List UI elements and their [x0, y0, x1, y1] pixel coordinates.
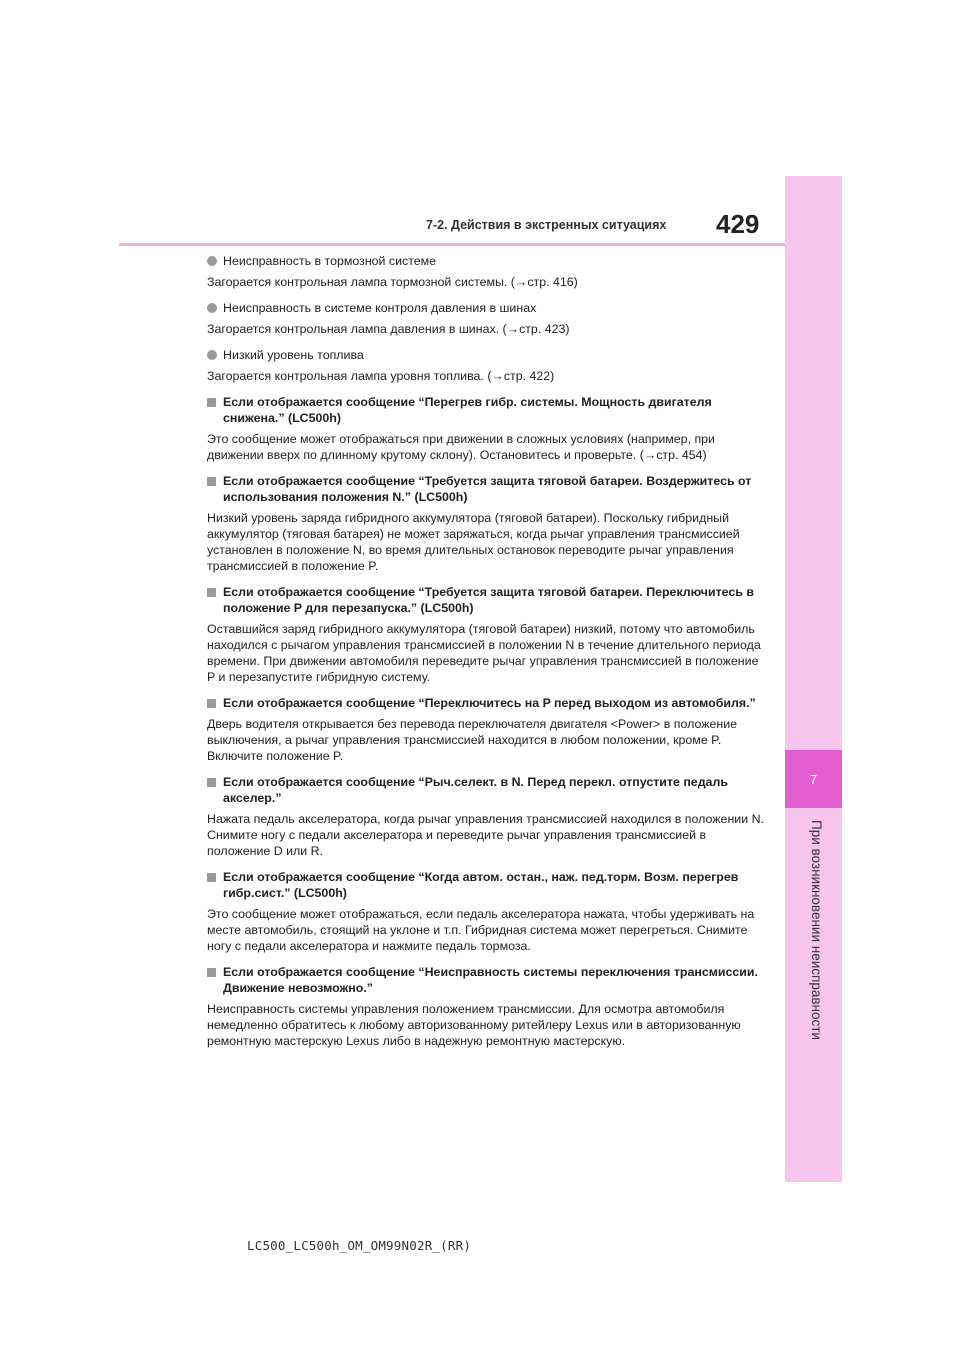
- item-heading: Низкий уровень топлива: [223, 348, 364, 362]
- item-heading: Если отображается сообщение “Перегрев гибр. системы. Мощность двигателя снижена.” (LC500h): [223, 395, 712, 425]
- list-item: [207, 300, 767, 337]
- item-body: Загорается контрольная лампа тормозной системы. (→стр. 416): [207, 275, 578, 289]
- bullet-square-icon: [207, 968, 216, 977]
- bullet-square-icon: [207, 699, 216, 708]
- item-heading: Если отображается сообщение “Требуется защита тяговой батареи. Переключитесь в положение P для перезапуска.” (LC500h): [223, 585, 754, 615]
- item-heading: Неисправность в тормозной системе: [223, 254, 437, 268]
- list-item: [207, 695, 767, 764]
- item-body: Загорается контрольная лампа давления в шинах. (→стр. 423): [207, 322, 570, 336]
- bullet-dot-icon: [207, 303, 217, 313]
- bullet-square-icon: [207, 873, 216, 882]
- item-body: Оставшийся заряд гибридного аккумулятора (тяговой батареи) низкий, потому что автомобиль находился с рычагом управления трансмиссией в положении N в течение длительного периода времени. При движении автомобиля переведите рычаг управления трансмиссией в положение P и перезапустите гибридную систему.: [207, 622, 761, 684]
- item-body: Загорается контрольная лампа уровня топлива. (→стр. 422): [207, 369, 555, 383]
- bullet-square-icon: [207, 477, 216, 486]
- item-body: Неисправность системы управления положением трансмиссии. Для осмотра автомобиля немедленно обратитесь к любому авторизованному ритейлеру Lexus или в авторизованную ремонтную мастерскую Lexus либо в надежную ремонтную мастерскую.: [207, 1002, 741, 1048]
- item-heading: Если отображается сообщение “Рыч.селект. в N. Перед перекл. отпустите педаль акселер.”: [223, 775, 728, 805]
- item-heading: Если отображается сообщение “Неисправность системы переключения трансмиссии. Движение невозможно.”: [223, 965, 758, 995]
- item-body: Дверь водителя открывается без перевода переключателя двигателя <Power> в положение выключения, а рычаг управления трансмиссией находится в любом положении, кроме P. Включите положение P.: [207, 717, 738, 763]
- bullet-square-icon: [207, 398, 216, 407]
- section-title: 7-2. Действия в экстренных ситуациях: [426, 218, 667, 232]
- bullet-dot-icon: [207, 256, 217, 266]
- bullet-dot-icon: [207, 350, 217, 360]
- page-content: [207, 253, 767, 1059]
- item-heading: Если отображается сообщение “Когда автом. остан., наж. пед.торм. Возм. перегрев гибр.сист.” (LC500h): [223, 870, 739, 900]
- list-item: [207, 584, 767, 685]
- item-body: Это сообщение может отображаться при движении в сложных условиях (например, при движении вверх по длинному крутому склону). Остановитесь и проверьте. (→стр. 454): [207, 432, 715, 462]
- list-item: [207, 253, 767, 290]
- bullet-square-icon: [207, 778, 216, 787]
- chapter-title: При возникновении неисправности: [809, 820, 824, 1040]
- list-item: [207, 774, 767, 859]
- chapter-tab: [785, 750, 842, 808]
- list-item: [207, 473, 767, 574]
- bullet-square-icon: [207, 588, 216, 597]
- item-heading: Если отображается сообщение “Переключитесь на P перед выходом из автомобиля.”: [223, 696, 756, 710]
- item-body: Это сообщение может отображаться, если педаль акселератора нажата, чтобы удерживать на месте автомобиль, стоящий на уклоне и т.п. Гибридная система может перегреться. Снимите ногу с педали акселератора и нажмите педаль тормоза.: [207, 907, 755, 953]
- list-item: [207, 347, 767, 384]
- list-item: [207, 869, 767, 954]
- chapter-number: 7: [809, 772, 818, 787]
- list-item: [207, 964, 767, 1049]
- footer-document-code: LC500_LC500h_OM_OM99N02R_(RR): [247, 1238, 472, 1253]
- list-item: [207, 394, 767, 463]
- page-number: 429: [716, 209, 760, 239]
- header-divider: [119, 243, 785, 246]
- item-body: Низкий уровень заряда гибридного аккумулятора (тяговой батареи). Поскольку гибридный аккумулятор (тяговая батарея) не может заряжаться, когда рычаг управления трансмиссией установлен в положение N, во время длительных остановок переводите рычаг управления трансмиссией в положение P.: [207, 511, 740, 573]
- item-heading: Если отображается сообщение “Требуется защита тяговой батареи. Воздержитесь от использования положения N.” (LC500h): [223, 474, 752, 504]
- item-body: Нажата педаль акселератора, когда рычаг управления трансмиссией находился в положении N. Снимите ногу с педали акселератора и переведите рычаг управления трансмиссией в положение D или R.: [207, 812, 764, 858]
- item-heading: Неисправность в системе контроля давления в шинах: [223, 301, 537, 315]
